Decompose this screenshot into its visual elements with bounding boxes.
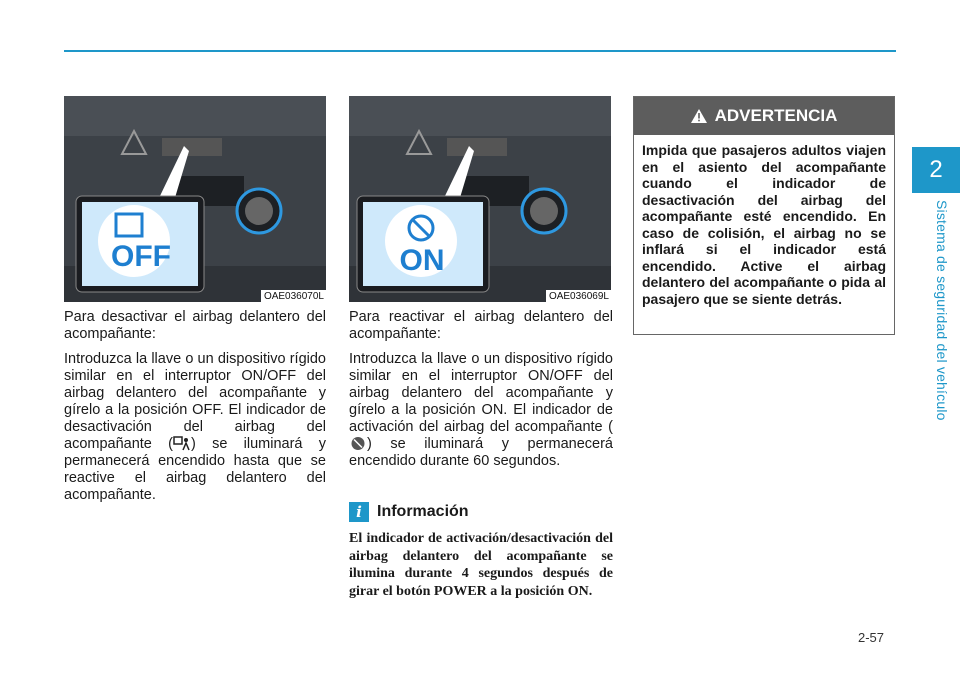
info-icon: i [349,502,369,522]
warning-title: ADVERTENCIA [714,106,838,125]
left-para-2: Introduzca la llave o un dispositivo rígido similar en el interruptor ON/OFF del airbag delantero del acompañante y gírelo a la posición OFF. El indicador de desactivación del airbag del acompañante ( ) se iluminará y permanecerá encendido hasta que se reactive el airbag delantero del acompañante. [64,351,326,503]
warning-box [633,96,895,335]
info-title: Información [377,503,469,520]
airbag-on-icon [349,436,367,451]
indicator-on-text: ON [399,244,445,277]
airbag-off-icon [173,436,191,451]
right-para-2: Introduzca la llave o un dispositivo rígido similar en el interruptor ON/OFF del airbag delantero del acompañante y gírelo a la posición ON. El indicador de activación del airbag del acompañante () se iluminará y permanecerá encendido durante 60 segundos. [349,351,613,469]
warning-header [634,97,894,135]
page-number: 2-57 [858,630,885,645]
photo-airbag-off [64,96,326,302]
chapter-number: 2 [912,147,960,193]
indicator-off-text: OFF [111,240,171,273]
photo-code-left: OAE036070L [261,290,326,302]
photo-code-right: OAE036069L [546,290,611,302]
right-para-1: Para reactivar el airbag delantero del acompañante: [349,309,613,342]
left-para-1: Para desactivar el airbag delantero del acompañante: [64,309,326,342]
info-header [349,502,469,522]
chapter-title: Sistema de seguridad del vehículo [934,200,950,421]
header-rule [64,50,896,52]
info-text: El indicador de activación/desactivación del airbag delantero del acompañante se ilumina durante 4 segundos después de girar el botón POWER a la posición ON. [349,531,613,599]
warning-icon [691,109,707,123]
photo-airbag-on [349,96,611,302]
left-column [64,309,326,512]
right-column [349,309,613,478]
warning-text: Impida que pasajeros adultos viajen en el asiento del acompañante cuando el indicador de desactivación del airbag del acompañante esté encendido. En caso de colisión, el airbag no se inflará si el indicador está encendido. Active el airbag delantero del acompañante o pida al pasajero que se siente detrás. [642,142,886,307]
